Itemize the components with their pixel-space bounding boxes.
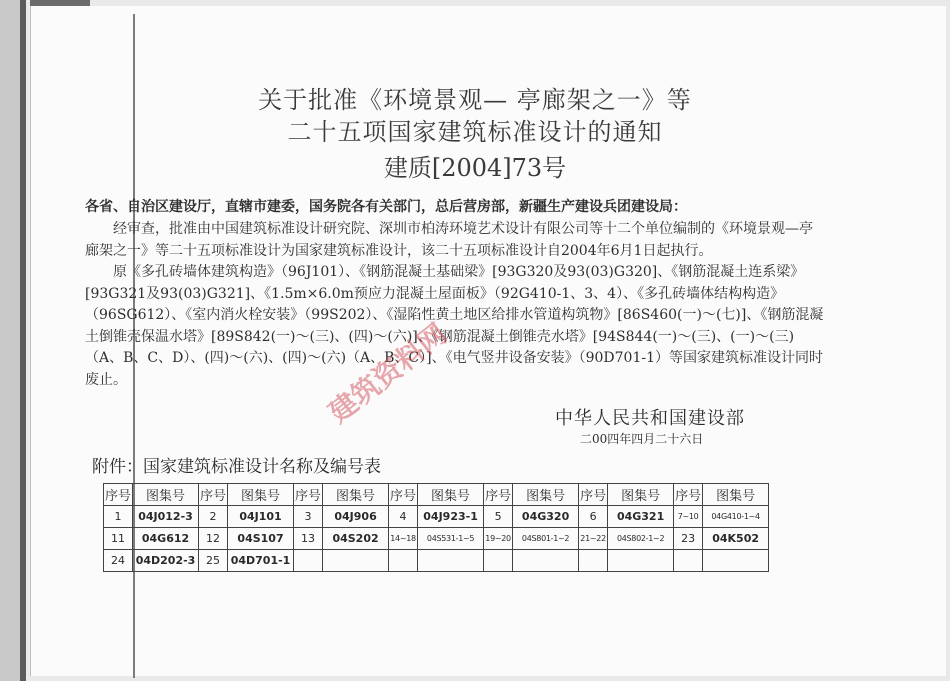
serial-cell: 6 bbox=[579, 506, 608, 528]
notice-paragraph-approval: 经审查，批准由中国建筑标准设计研究院、深圳市柏涛环境艺术设计有限公司等十二个单位编制的《环境景观—亭廊架之一》等二十五项标准设计为国家建筑标准设计，该二十五项标准设计自2004年6月1日起执行。 bbox=[85, 221, 813, 259]
watermark-stamp: 建筑资料网 bbox=[322, 317, 454, 430]
empty-cell bbox=[608, 550, 674, 572]
table-row bbox=[104, 506, 769, 528]
atlas-number-cell: 04D202-3 bbox=[133, 550, 199, 572]
atlas-number-cell: 04G410-1~4 bbox=[703, 506, 769, 528]
serial-cell: 7~10 bbox=[674, 506, 703, 528]
header-atlas: 图集号 bbox=[323, 484, 389, 506]
table-header-row bbox=[104, 484, 769, 506]
notice-paragraph-abolished: 原《多孔砖墙体建筑构造》（96J101）、《钢筋混凝土基础梁》[93G320及93(03)G320]、《钢筋混凝土连系梁》[93G321及93(03)G321]、《1.5m×6.0m预应力混凝土屋面板》（92G410-1、3、4）、《多孔砖墙体结构构造》（96SG612）、《室内消火栓安装》（99S202）、《湿陷性黄土地区给排水管道构筑物》[86S460(一)～(七)]、《钢筋混凝土倒锥壳保温水塔》[89S842(一)～(三)、(四)～(六)]、《钢筋混凝土倒锥壳水塔》[94S844(一)～(三)、(一)～(三)（A、B、C、D）、(四)～(六)、(四)～(六)（A、B、C）]、《电气竖井设备安装》（90D701-1）等国家建筑标准设计同时废止。 bbox=[85, 264, 824, 388]
empty-cell bbox=[294, 550, 323, 572]
header-atlas: 图集号 bbox=[228, 484, 294, 506]
serial-cell: 25 bbox=[199, 550, 228, 572]
header-serial: 序号 bbox=[389, 484, 418, 506]
atlas-number-cell: 04J012-3 bbox=[133, 506, 199, 528]
empty-cell bbox=[484, 550, 513, 572]
issue-date: 二00四年四月二十六日 bbox=[580, 432, 704, 446]
serial-cell: 1 bbox=[104, 506, 133, 528]
atlas-number-cell: 04S202 bbox=[323, 528, 389, 550]
serial-cell: 12 bbox=[199, 528, 228, 550]
standards-table bbox=[103, 483, 769, 572]
annex-title: 附件：国家建筑标准设计名称及编号表 bbox=[92, 457, 381, 477]
header-serial: 序号 bbox=[199, 484, 228, 506]
serial-cell: 14~18 bbox=[389, 528, 418, 550]
serial-cell: 4 bbox=[389, 506, 418, 528]
atlas-number-cell: 04D701-1 bbox=[228, 550, 294, 572]
header-atlas: 图集号 bbox=[608, 484, 674, 506]
atlas-number-cell: 04G321 bbox=[608, 506, 674, 528]
empty-cell bbox=[703, 550, 769, 572]
atlas-number-cell: 04S802-1~2 bbox=[608, 528, 674, 550]
serial-cell: 5 bbox=[484, 506, 513, 528]
header-serial: 序号 bbox=[484, 484, 513, 506]
atlas-number-cell: 04G612 bbox=[133, 528, 199, 550]
header-serial: 序号 bbox=[674, 484, 703, 506]
addressees: 各省、自治区建设厅，直辖市建委，国务院各有关部门，总后营房部，新疆生产建设兵团建设局： bbox=[85, 199, 687, 215]
serial-cell: 11 bbox=[104, 528, 133, 550]
table-row bbox=[104, 528, 769, 550]
empty-cell bbox=[323, 550, 389, 572]
header-atlas: 图集号 bbox=[703, 484, 769, 506]
empty-cell bbox=[674, 550, 703, 572]
atlas-number-cell: 04J906 bbox=[323, 506, 389, 528]
issuer-signature: 中华人民共和国建设部 bbox=[555, 408, 745, 429]
serial-cell: 13 bbox=[294, 528, 323, 550]
serial-cell: 19~20 bbox=[484, 528, 513, 550]
serial-cell: 23 bbox=[674, 528, 703, 550]
header-serial: 序号 bbox=[294, 484, 323, 506]
serial-cell: 24 bbox=[104, 550, 133, 572]
header-atlas: 图集号 bbox=[133, 484, 199, 506]
empty-cell bbox=[389, 550, 418, 572]
atlas-number-cell: 04J101 bbox=[228, 506, 294, 528]
atlas-number-cell: 04J923-1 bbox=[418, 506, 484, 528]
atlas-number-cell: 04K502 bbox=[703, 528, 769, 550]
atlas-number-cell: 04S107 bbox=[228, 528, 294, 550]
atlas-number-cell: 04S531-1~5 bbox=[418, 528, 484, 550]
notice-title-line1: 关于批准《环境景观— 亭廊架之一》等 bbox=[258, 86, 692, 114]
empty-cell bbox=[418, 550, 484, 572]
empty-cell bbox=[579, 550, 608, 572]
empty-cell bbox=[513, 550, 579, 572]
notice-title-line2: 二十五项国家建筑标准设计的通知 bbox=[287, 118, 663, 146]
header-atlas: 图集号 bbox=[418, 484, 484, 506]
serial-cell: 21~22 bbox=[579, 528, 608, 550]
table-row bbox=[104, 550, 769, 572]
serial-cell: 2 bbox=[199, 506, 228, 528]
atlas-number-cell: 04S801-1~2 bbox=[513, 528, 579, 550]
header-atlas: 图集号 bbox=[513, 484, 579, 506]
header-serial: 序号 bbox=[579, 484, 608, 506]
serial-cell: 3 bbox=[294, 506, 323, 528]
atlas-number-cell: 04G320 bbox=[513, 506, 579, 528]
header-serial: 序号 bbox=[104, 484, 133, 506]
document-number: 建质[2004]73号 bbox=[383, 154, 567, 182]
